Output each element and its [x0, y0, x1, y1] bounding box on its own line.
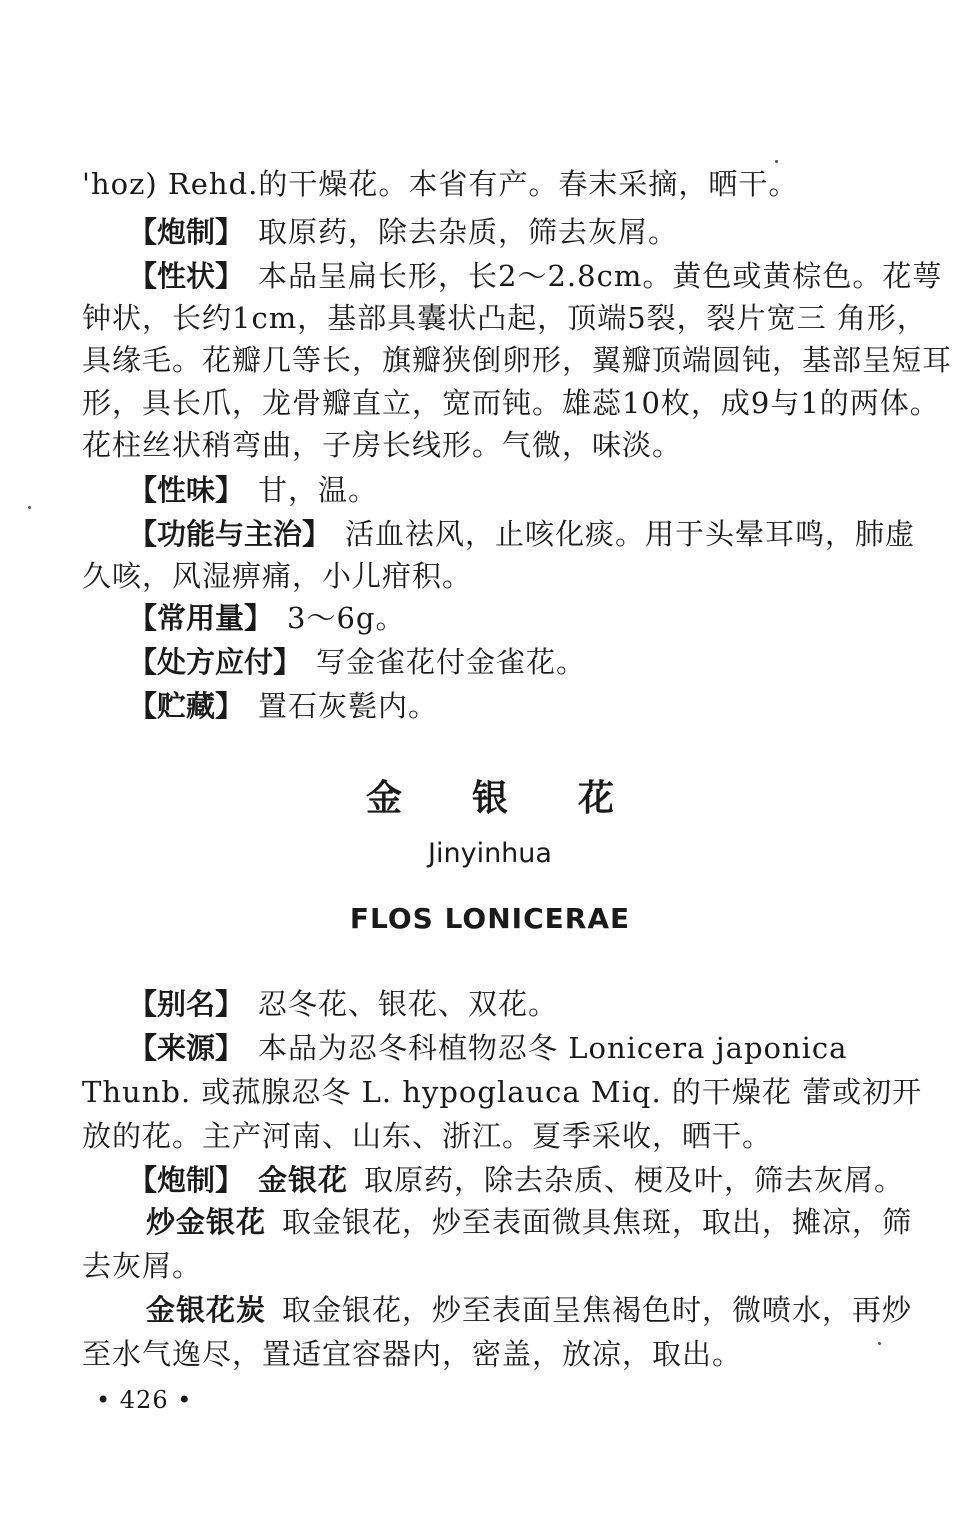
- paozhi-chao-section: [146, 1202, 946, 1242]
- prev-gongneng-label: 【功能与主治】: [128, 517, 332, 551]
- scan-speck: [28, 506, 31, 509]
- laiyuan-section: [128, 1028, 928, 1068]
- paozhi-tan-line: 取金银花，炒至表面呈焦褐色时，微喷水，再炒: [282, 1293, 913, 1327]
- paozhi-sub-chao: 炒金银花: [146, 1205, 267, 1239]
- bieming-label: 【别名】: [128, 987, 245, 1021]
- prev-paozhi-section: [128, 212, 928, 252]
- prev-gongneng-line: 久咳，风湿痹痛，小儿疳积。: [82, 559, 473, 593]
- laiyuan-line: 放的花。主产河南、山东、浙江。夏季采收，晒干。: [82, 1119, 773, 1153]
- prev-xingzhuang-line: 钟状，长约1cm，基部具囊状凸起，顶端5裂，裂片宽三 角形，: [82, 301, 927, 335]
- prev-xingwei-section: [128, 470, 928, 510]
- prev-zhucang-section: [128, 686, 928, 726]
- paozhi-chao-line: 去灰屑。: [82, 1249, 203, 1283]
- laiyuan-line: Thunb. 或菰腺忍冬 L. hypoglauca Miq. 的干燥花 蕾或初开: [82, 1075, 923, 1109]
- prev-xingwei-text: 甘，温。: [258, 473, 379, 507]
- prev-entry-source-line: [82, 164, 882, 204]
- prev-paozhi-text: 取原药，除去杂质，筛去灰屑。: [258, 215, 679, 249]
- prev-gongneng-line: 活血祛风，止咳化痰。用于头晕耳鸣，肺虚: [345, 517, 916, 551]
- prev-yongliang-label: 【常用量】: [128, 601, 274, 635]
- prev-xingzhuang-line: 形，具长爪，龙骨瓣直立，宽而钝。雄蕊10枚，成9与1的两体。: [82, 386, 940, 420]
- page-number: • 426 •: [96, 1386, 193, 1414]
- prev-paozhi-label: 【炮制】: [128, 215, 245, 249]
- laiyuan-line: 本品为忍冬科植物忍冬 Lonicera japonica: [258, 1031, 848, 1065]
- paozhi-sub-tan: 金银花炭: [146, 1293, 267, 1327]
- scan-speck: [878, 1342, 881, 1345]
- paozhi-sub-jinyinhua: 金银花: [258, 1163, 349, 1197]
- paozhi-tan-section: [146, 1290, 946, 1330]
- paozhi-chao-line: 取金银花，炒至表面微具焦斑，取出，摊凉，筛: [282, 1205, 913, 1239]
- entry-title-chinese: 金银花: [365, 778, 684, 819]
- entry-title-pinyin: Jinyinhua: [428, 838, 552, 869]
- prev-xingzhuang-line: 花柱丝状稍弯曲，子房长线形。气微，味淡。: [82, 428, 683, 462]
- paozhi-section: [128, 1160, 928, 1200]
- entry-title-latin: FLOS LONICERAE: [349, 902, 631, 935]
- prev-xingzhuang-line: 本品呈扁长形，长2～2.8cm。黄色或黄棕色。花萼: [258, 259, 943, 293]
- prev-yongliang-section: [128, 598, 928, 638]
- paozhi-text-jinyinhua: 取原药，除去杂质、梗及叶，筛去灰屑。: [364, 1163, 905, 1197]
- prev-chufang-label: 【处方应付】: [128, 645, 303, 679]
- prev-yongliang-text: 3～6g。: [287, 601, 406, 635]
- bieming-text: 忍冬花、银花、双花。: [258, 987, 559, 1021]
- laiyuan-label: 【来源】: [128, 1031, 245, 1065]
- scan-speck: [775, 160, 778, 163]
- prev-zhucang-label: 【贮藏】: [128, 689, 245, 723]
- prev-chufang-text: 写金雀花付金雀花。: [316, 645, 587, 679]
- prev-xingzhuang-section: [128, 256, 943, 296]
- prev-xingzhuang-label: 【性状】: [128, 259, 245, 293]
- prev-entry-source-text: 'hoz) Rehd.的干燥花。本省有产。春末采摘，晒干。: [82, 167, 799, 201]
- prev-xingzhuang-line: 具缘毛。花瓣几等长，旗瓣狭倒卵形，翼瓣顶端圆钝，基部呈短耳: [82, 343, 953, 377]
- prev-chufang-section: [128, 642, 928, 682]
- prev-xingwei-label: 【性味】: [128, 473, 245, 507]
- paozhi-tan-line: 至水气逸尽，置适宜容器内，密盖，放凉，取出。: [82, 1337, 743, 1371]
- paozhi-label: 【炮制】: [128, 1163, 245, 1197]
- prev-gongneng-section: [128, 514, 928, 554]
- prev-zhucang-text: 置石灰甏内。: [258, 689, 439, 723]
- bieming-section: [128, 984, 928, 1024]
